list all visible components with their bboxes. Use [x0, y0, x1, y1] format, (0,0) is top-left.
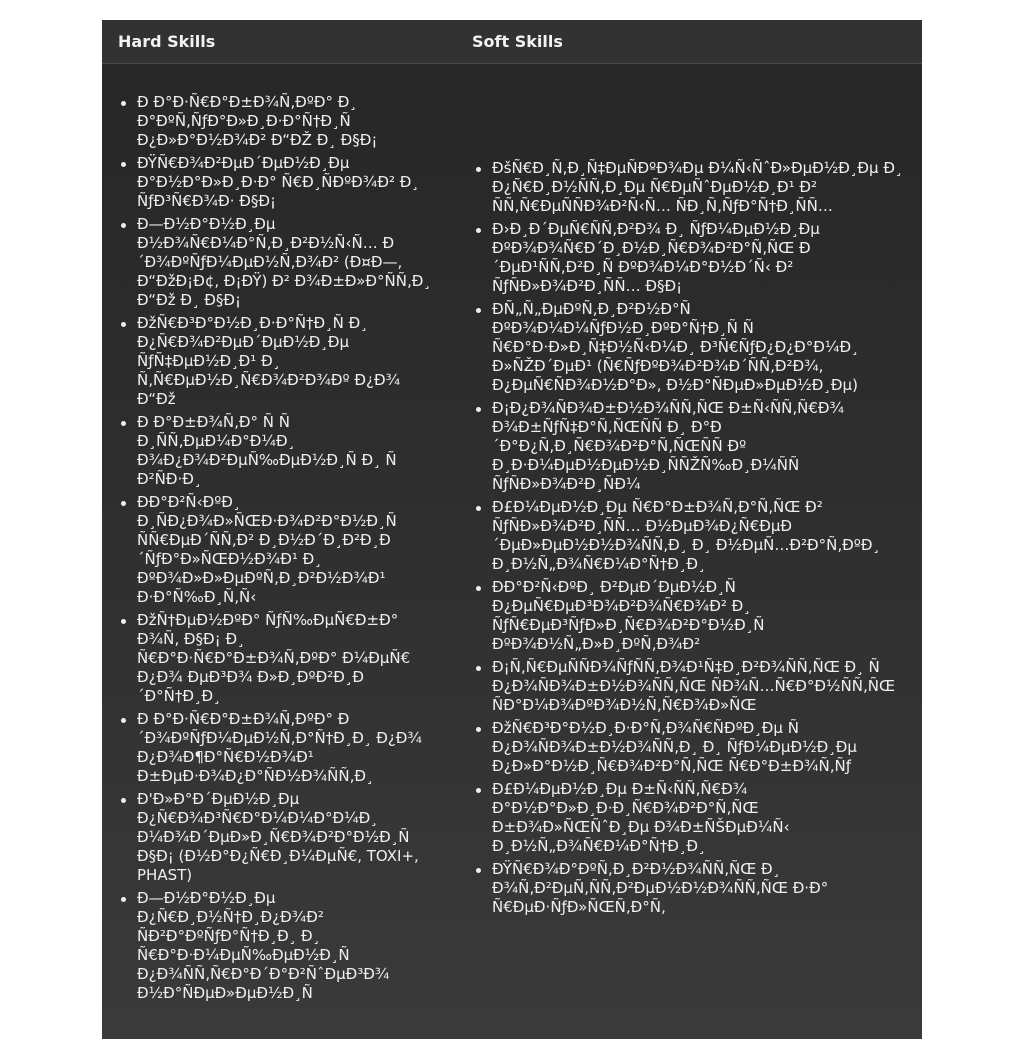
list-item: Ð¡Ñ‚Ñ€ÐµÑÑÐ¾ÑƒÑÑ‚Ð¾Ð¹Ñ‡Ð¸Ð²Ð¾ÑÑ‚ÑŒ Ð¸ Ñ Ð¿Ð¾ÑÐ¾Ð±Ð½Ð¾ÑÑ‚ÑŒ ÑÐ¾Ñ…Ñ€Ð°Ð½ÑÑ‚ÑŒ ÑÐ°Ð¼Ð¾ÐºÐ¾Ð½Ñ‚Ñ€Ð¾Ð»ÑŒ [492, 658, 907, 715]
list-item: Ð›Ð¸Ð´ÐµÑ€ÑÑ‚Ð²Ð¾ Ð¸ ÑƒÐ¼ÐµÐ½Ð¸Ðµ ÐºÐ¾Ð¾Ñ€Ð´Ð¸Ð½Ð¸Ñ€Ð¾Ð²Ð°Ñ‚ÑŒ Ð´ÐµÐ¹ÑÑ‚Ð²Ð¸Ñ ÐºÐ¾Ð¼Ð°Ð½Ð´Ñ‹ Ð² ÑƒÑÐ»Ð¾Ð²Ð¸ÑÑ… Ð§Ð¡ [492, 220, 907, 296]
list-item: ÐÑ„Ñ„ÐµÐºÑ‚Ð¸Ð²Ð½Ð°Ñ ÐºÐ¾Ð¼Ð¼ÑƒÐ½Ð¸ÐºÐ°Ñ†Ð¸Ñ Ñ Ñ€Ð°Ð·Ð»Ð¸Ñ‡Ð½Ñ‹Ð¼Ð¸ Ð³Ñ€ÑƒÐ¿Ð¿Ð°Ð¼Ð¸ Ð»ÑŽÐ´ÐµÐ¹ (Ñ€ÑƒÐºÐ¾Ð²Ð¾Ð´ÑÑ‚Ð²Ð¾, Ð¿ÐµÑ€ÑÐ¾Ð½Ð°Ð», Ð½Ð°ÑÐµÐ»ÐµÐ½Ð¸Ðµ) [492, 300, 907, 395]
list-item: Ð Ð°Ð±Ð¾Ñ‚Ð° Ñ Ñ Ð¸ÑÑ‚ÐµÐ¼Ð°Ð¼Ð¸ Ð¾Ð¿Ð¾Ð²ÐµÑ‰ÐµÐ½Ð¸Ñ Ð¸ Ñ Ð²ÑÐ·Ð¸ [137, 413, 443, 489]
header-soft-skills: Soft Skills [472, 32, 563, 51]
header-hard-skills: Hard Skills [118, 32, 216, 51]
list-item: Ð—Ð½Ð°Ð½Ð¸Ðµ Ð¿Ñ€Ð¸Ð½Ñ†Ð¸Ð¿Ð¾Ð² ÑÐ²Ð°ÐºÑƒÐ°Ñ†Ð¸Ð¸ Ð¸ Ñ€Ð°Ð·Ð¼ÐµÑ‰ÐµÐ½Ð¸Ñ Ð¿Ð¾ÑÑ‚Ñ€Ð°Ð´Ð°Ð²ÑˆÐµÐ³Ð¾ Ð½Ð°ÑÐµÐ»ÐµÐ½Ð¸Ñ [137, 889, 443, 1003]
list-item: Ð Ð°Ð·Ñ€Ð°Ð±Ð¾Ñ‚ÐºÐ° Ð¸ Ð°ÐºÑ‚ÑƒÐ°Ð»Ð¸Ð·Ð°Ñ†Ð¸Ñ Ð¿Ð»Ð°Ð½Ð¾Ð² Ð“ÐŽ Ð¸ Ð§Ð¡ [137, 93, 443, 150]
list-item: ÐÐ°Ð²Ñ‹ÐºÐ¸ Ð¸ÑÐ¿Ð¾Ð»ÑŒÐ·Ð¾Ð²Ð°Ð½Ð¸Ñ ÑÑ€ÐµÐ´ÑÑ‚Ð² Ð¸Ð½Ð´Ð¸Ð²Ð¸Ð´ÑƒÐ°Ð»ÑŒÐ½Ð¾Ð¹ Ð¸ ÐºÐ¾Ð»Ð»ÐµÐºÑ‚Ð¸Ð²Ð½Ð¾Ð¹ Ð·Ð°Ñ‰Ð¸Ñ‚Ñ‹ [137, 493, 443, 607]
list-item: ÐŸÑ€Ð¾Ð°ÐºÑ‚Ð¸Ð²Ð½Ð¾ÑÑ‚ÑŒ Ð¸ Ð¾Ñ‚Ð²ÐµÑ‚ÑÑ‚Ð²ÐµÐ½Ð½Ð¾ÑÑ‚ÑŒ Ð·Ð° Ñ€ÐµÐ·ÑƒÐ»ÑŒÑ‚Ð°Ñ‚ [492, 860, 907, 917]
list-item: Ð Ð°Ð·Ñ€Ð°Ð±Ð¾Ñ‚ÐºÐ° Ð´Ð¾ÐºÑƒÐ¼ÐµÐ½Ñ‚Ð°Ñ†Ð¸Ð¸ Ð¿Ð¾ Ð¿Ð¾Ð¶Ð°Ñ€Ð½Ð¾Ð¹ Ð±ÐµÐ·Ð¾Ð¿Ð°ÑÐ½Ð¾ÑÑ‚Ð¸ [137, 710, 443, 786]
list-item: ÐžÑ€Ð³Ð°Ð½Ð¸Ð·Ð°Ñ†Ð¸Ñ Ð¸ Ð¿Ñ€Ð¾Ð²ÐµÐ´ÐµÐ½Ð¸Ðµ ÑƒÑ‡ÐµÐ½Ð¸Ð¹ Ð¸ Ñ‚Ñ€ÐµÐ½Ð¸Ñ€Ð¾Ð²Ð¾Ðº Ð¿Ð¾ Ð“Ðž [137, 314, 443, 409]
list-item: Ð'Ð»Ð°Ð´ÐµÐ½Ð¸Ðµ Ð¿Ñ€Ð¾Ð³Ñ€Ð°Ð¼Ð¼Ð°Ð¼Ð¸ Ð¼Ð¾Ð´ÐµÐ»Ð¸Ñ€Ð¾Ð²Ð°Ð½Ð¸Ñ Ð§Ð¡ (Ð½Ð°Ð¿Ñ€Ð¸Ð¼ÐµÑ€, TOXI+, PHAST) [137, 790, 443, 885]
list-item: ÐšÑ€Ð¸Ñ‚Ð¸Ñ‡ÐµÑÐºÐ¾Ðµ Ð¼Ñ‹ÑˆÐ»ÐµÐ½Ð¸Ðµ Ð¸ Ð¿Ñ€Ð¸Ð½ÑÑ‚Ð¸Ðµ Ñ€ÐµÑˆÐµÐ½Ð¸Ð¹ Ð² ÑÑ‚Ñ€ÐµÑÑÐ¾Ð²Ñ‹Ñ… ÑÐ¸Ñ‚ÑƒÐ°Ñ†Ð¸ÑÑ… [492, 159, 907, 216]
skills-table [102, 20, 922, 1039]
list-item: Ð£Ð¼ÐµÐ½Ð¸Ðµ Ñ€Ð°Ð±Ð¾Ñ‚Ð°Ñ‚ÑŒ Ð² ÑƒÑÐ»Ð¾Ð²Ð¸ÑÑ… Ð½ÐµÐ¾Ð¿Ñ€ÐµÐ´ÐµÐ»ÐµÐ½Ð½Ð¾ÑÑ‚Ð¸ Ð¸ Ð½ÐµÑ…Ð²Ð°Ñ‚ÐºÐ¸ Ð¸Ð½Ñ„Ð¾Ñ€Ð¼Ð°Ñ†Ð¸Ð¸ [492, 498, 907, 574]
table-row [102, 64, 922, 1007]
soft-skills-cell [457, 64, 922, 1007]
list-item: Ð—Ð½Ð°Ð½Ð¸Ðµ Ð½Ð¾Ñ€Ð¼Ð°Ñ‚Ð¸Ð²Ð½Ñ‹Ñ… Ð´Ð¾ÐºÑƒÐ¼ÐµÐ½Ñ‚Ð¾Ð² (Ð¤Ð—, Ð“ÐžÐ¡Ð¢, Ð¡ÐŸ) Ð² Ð¾Ð±Ð»Ð°ÑÑ‚Ð¸ Ð“Ðž Ð¸ Ð§Ð¡ [137, 215, 443, 310]
hard-skills-cell [102, 64, 457, 1007]
list-item: Ð¡Ð¿Ð¾ÑÐ¾Ð±Ð½Ð¾ÑÑ‚ÑŒ Ð±Ñ‹ÑÑ‚Ñ€Ð¾ Ð¾Ð±ÑƒÑ‡Ð°Ñ‚ÑŒÑÑ Ð¸ Ð°Ð´Ð°Ð¿Ñ‚Ð¸Ñ€Ð¾Ð²Ð°Ñ‚ÑŒÑÑ Ðº Ð¸Ð·Ð¼ÐµÐ½ÐµÐ½Ð¸ÑÑŽÑ‰Ð¸Ð¼ÑÑ ÑƒÑÐ»Ð¾Ð²Ð¸ÑÐ¼ [492, 399, 907, 494]
table-header [102, 20, 922, 64]
list-item: ÐžÑ†ÐµÐ½ÐºÐ° ÑƒÑ‰ÐµÑ€Ð±Ð° Ð¾Ñ‚ Ð§Ð¡ Ð¸ Ñ€Ð°Ð·Ñ€Ð°Ð±Ð¾Ñ‚ÐºÐ° Ð¼ÐµÑ€ Ð¿Ð¾ ÐµÐ³Ð¾ Ð»Ð¸ÐºÐ²Ð¸Ð´Ð°Ñ†Ð¸Ð¸ [137, 611, 443, 706]
list-item: ÐŸÑ€Ð¾Ð²ÐµÐ´ÐµÐ½Ð¸Ðµ Ð°Ð½Ð°Ð»Ð¸Ð·Ð° Ñ€Ð¸ÑÐºÐ¾Ð² Ð¸ ÑƒÐ³Ñ€Ð¾Ð· Ð§Ð¡ [137, 154, 443, 211]
soft-skills-list [457, 159, 922, 917]
hard-skills-list [102, 93, 457, 1003]
list-item: ÐÐ°Ð²Ñ‹ÐºÐ¸ Ð²ÐµÐ´ÐµÐ½Ð¸Ñ Ð¿ÐµÑ€ÐµÐ³Ð¾Ð²Ð¾Ñ€Ð¾Ð² Ð¸ ÑƒÑ€ÐµÐ³ÑƒÐ»Ð¸Ñ€Ð¾Ð²Ð°Ð½Ð¸Ñ ÐºÐ¾Ð½Ñ„Ð»Ð¸ÐºÑ‚Ð¾Ð² [492, 578, 907, 654]
list-item: Ð£Ð¼ÐµÐ½Ð¸Ðµ Ð±Ñ‹ÑÑ‚Ñ€Ð¾ Ð°Ð½Ð°Ð»Ð¸Ð·Ð¸Ñ€Ð¾Ð²Ð°Ñ‚ÑŒ Ð±Ð¾Ð»ÑŒÑˆÐ¸Ðµ Ð¾Ð±ÑŠÐµÐ¼Ñ‹ Ð¸Ð½Ñ„Ð¾Ñ€Ð¼Ð°Ñ†Ð¸Ð¸ [492, 780, 907, 856]
list-item: ÐžÑ€Ð³Ð°Ð½Ð¸Ð·Ð°Ñ‚Ð¾Ñ€ÑÐºÐ¸Ðµ Ñ Ð¿Ð¾ÑÐ¾Ð±Ð½Ð¾ÑÑ‚Ð¸ Ð¸ ÑƒÐ¼ÐµÐ½Ð¸Ðµ Ð¿Ð»Ð°Ð½Ð¸Ñ€Ð¾Ð²Ð°Ñ‚ÑŒ Ñ€Ð°Ð±Ð¾Ñ‚Ñƒ [492, 719, 907, 776]
